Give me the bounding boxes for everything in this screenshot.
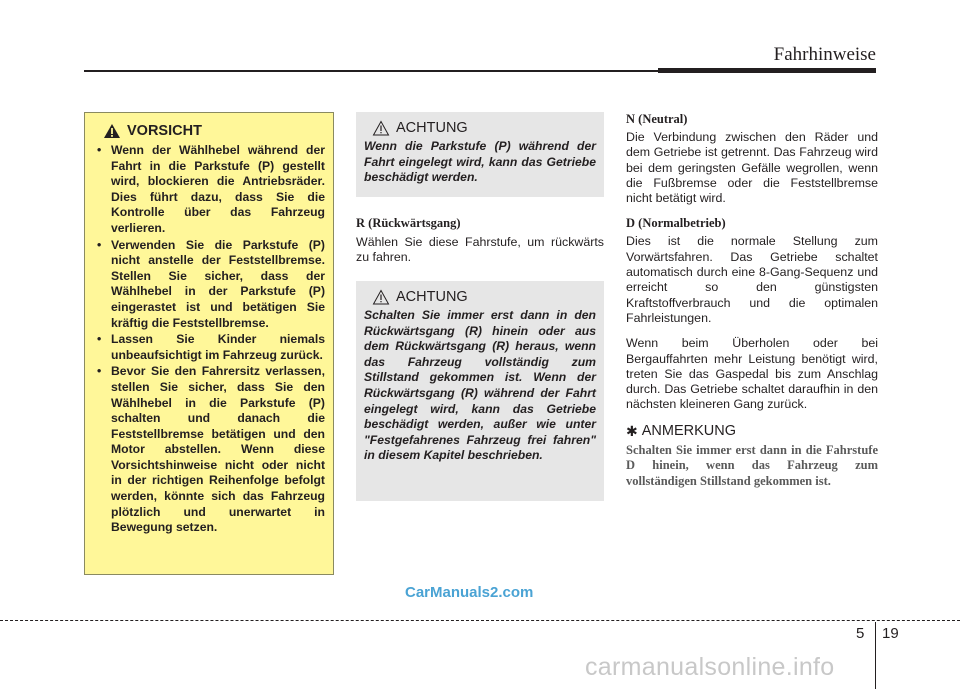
star-icon: ✱ <box>626 422 638 439</box>
reverse-text: Wählen Sie diese Fahrstufe, um rückwärts zu fahren. <box>356 235 604 265</box>
warning-triangle-icon <box>103 123 121 139</box>
neutral-heading: N (Neutral) <box>626 112 688 126</box>
attention-box-reverse <box>356 281 604 501</box>
watermark-link[interactable]: CarManuals2.com <box>405 584 534 601</box>
page-number-separator <box>875 622 876 689</box>
attention-header <box>372 289 596 305</box>
right-column <box>626 112 878 490</box>
attention-text: Schalten Sie immer erst dann in den Rückwärtsgang (R) hinein oder aus dem Rückwärtsgang (R) heraus, wenn das Fahrzeug vollständig zum Stillstand gekommen ist. Wenn der Rückwärtsgang (R) während der Fahrt eingelegt wird, kann das Getriebe beschädigt werden, außer wie unter "Festgefahrenes Fahrzeug frei fahren" in diesem Kapitel beschrieben. <box>364 308 596 463</box>
caution-header <box>103 123 325 139</box>
page-header-title: Fahrhinweise <box>773 44 876 65</box>
bottom-watermark: carmanualsonline.info <box>585 653 835 681</box>
note-text: Schalten Sie immer erst dann in die Fahrstufe D hinein, wenn das Fahrzeug zum vollständigen Stillstand gekommen ist. <box>626 442 878 488</box>
footer-rule <box>0 620 960 621</box>
drive-heading: D (Normalbetrieb) <box>626 216 726 231</box>
caution-list <box>93 143 325 536</box>
page-number: 19 <box>882 625 899 642</box>
reverse-section <box>356 216 604 266</box>
attention-text: Wenn die Parkstufe (P) während der Fahrt eingelegt wird, kann das Getriebe beschädigt werden. <box>364 139 596 185</box>
caution-title: VORSICHT <box>127 123 202 139</box>
attention-title: ACHTUNG <box>396 289 468 305</box>
chapter-number: 5 <box>856 625 865 642</box>
neutral-text: Die Verbindung zwischen den Räder und dem Getriebe ist getrennt. Das Fahrzeug wird bei dem geringsten Gefälle wegrollen, wenn die Fußbremse oder die Feststellbremse nicht betätigt wird. <box>626 130 878 206</box>
attention-title: ACHTUNG <box>396 120 468 136</box>
drive-text-overtaking: Wenn beim Überholen oder bei Bergauffahrten mehr Leistung benötigt wird, treten Sie das Gaspedal bis zum Anschlag durch. Das Getriebe schaltet daraufhin in den nächsten kleineren Gang zurück. <box>626 336 878 412</box>
header-rule-accent <box>658 68 876 73</box>
header-rule <box>84 70 658 72</box>
caution-item: • Wenn der Wählhebel während der Fahrt in die Parkstufe (P) gestellt wird, blockieren die Antriebsräder. Dies führt dazu, dass Sie die Kontrolle über das Fahrzeug verlieren. <box>97 143 325 235</box>
attention-box-park <box>356 112 604 197</box>
caution-item: • Verwenden Sie die Parkstufe (P) nicht anstelle der Feststellbremse. Stellen Sie sicher, dass der Wählhebel in der Parkstufe (P) eingerastet ist und betätigen Sie kräftig die Feststellbremse. <box>97 237 325 330</box>
caution-item: • Lassen Sie Kinder niemals unbeaufsichtigt im Fahrzeug zurück. <box>97 332 325 362</box>
caution-box <box>84 112 334 575</box>
drive-text: Dies ist die normale Stellung zum Vorwärtsfahren. Das Getriebe schaltet automatisch durch eine 8-Gang-Sequenz und erreicht so den günstigsten Kraftstoffverbrauch und die optimalen Fahrleistungen. <box>626 234 878 325</box>
note-title: ANMERKUNG <box>641 423 736 440</box>
attention-header <box>372 120 596 136</box>
reverse-heading: R (Rückwärtsgang) <box>356 216 461 230</box>
warning-triangle-outline-icon <box>372 289 390 305</box>
warning-triangle-outline-icon <box>372 120 390 136</box>
caution-item: • Bevor Sie den Fahrersitz verlassen, stellen Sie sicher, dass Sie den Wählhebel in die Parkstufe (P) schalten und danach die Feststellbremse betätigen und den Motor abstellen. Wenn diese Vorsichtshinweise nicht oder nicht in der richtigen Reihenfolge befolgt werden, könnte sich das Fahrzeug plötzlich und unerwartet in Bewegung setzen. <box>97 364 325 535</box>
note-header <box>626 423 878 440</box>
